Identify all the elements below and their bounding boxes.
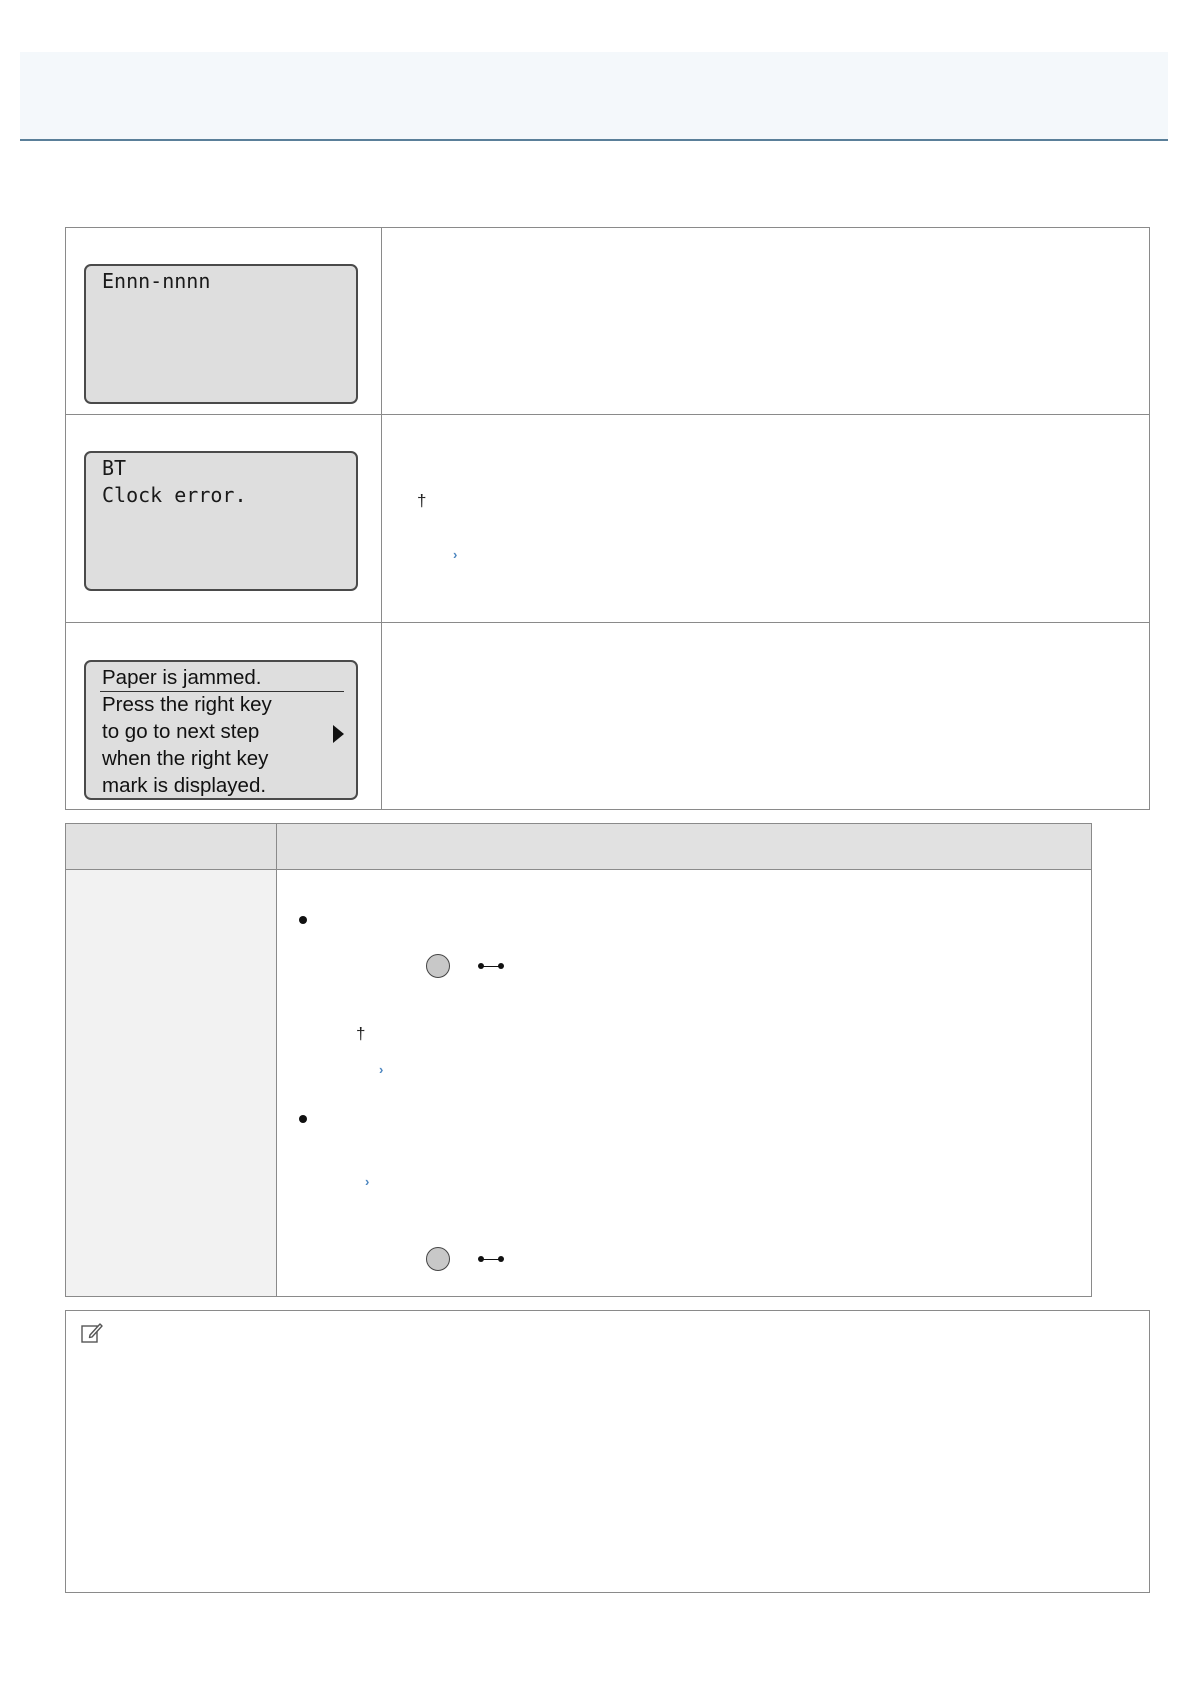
lcd-line: when the right key: [102, 747, 269, 770]
lcd-line: Clock error.: [102, 483, 247, 507]
description-cell: [381, 623, 1149, 809]
page-header-band: [20, 52, 1168, 141]
link-chevron-icon[interactable]: ›: [453, 547, 458, 562]
lcd-line: BT: [102, 456, 127, 480]
description-cell: [381, 415, 1149, 622]
bullet-icon: [299, 1115, 307, 1123]
dagger-icon: †: [356, 1024, 366, 1043]
right-arrow-icon: [333, 725, 344, 743]
lcd-line: Press the right key: [102, 693, 272, 716]
lcd-line: Ennn-nnnn: [102, 269, 211, 293]
lcd-title: Paper is jammed.: [102, 666, 262, 689]
connector-icon: [478, 962, 504, 970]
lcd-line: mark is displayed.: [102, 774, 267, 797]
round-key-icon: [426, 954, 450, 978]
round-key-icon: [426, 1247, 450, 1271]
column-divider: [276, 824, 277, 1296]
connector-icon: [478, 1255, 504, 1263]
lcd-display: [84, 264, 358, 404]
pencil-note-icon: [80, 1321, 104, 1345]
table-header-row: [66, 824, 1091, 870]
bullet-icon: [299, 916, 307, 924]
link-chevron-icon[interactable]: ›: [379, 1062, 384, 1077]
link-chevron-icon[interactable]: ›: [365, 1174, 370, 1189]
table-label-cell: [66, 870, 276, 1296]
dagger-icon: †: [417, 491, 427, 510]
lcd-display: [84, 451, 358, 591]
table-row: [66, 228, 1149, 415]
lcd-line: to go to next step: [102, 720, 260, 743]
lcd-display: [84, 660, 358, 800]
error-message-table: [65, 227, 1150, 810]
table-row: [66, 415, 1149, 623]
note-box: [65, 1310, 1150, 1593]
settings-table: [65, 823, 1092, 1297]
description-cell: [381, 228, 1149, 414]
table-row: [66, 623, 1149, 809]
